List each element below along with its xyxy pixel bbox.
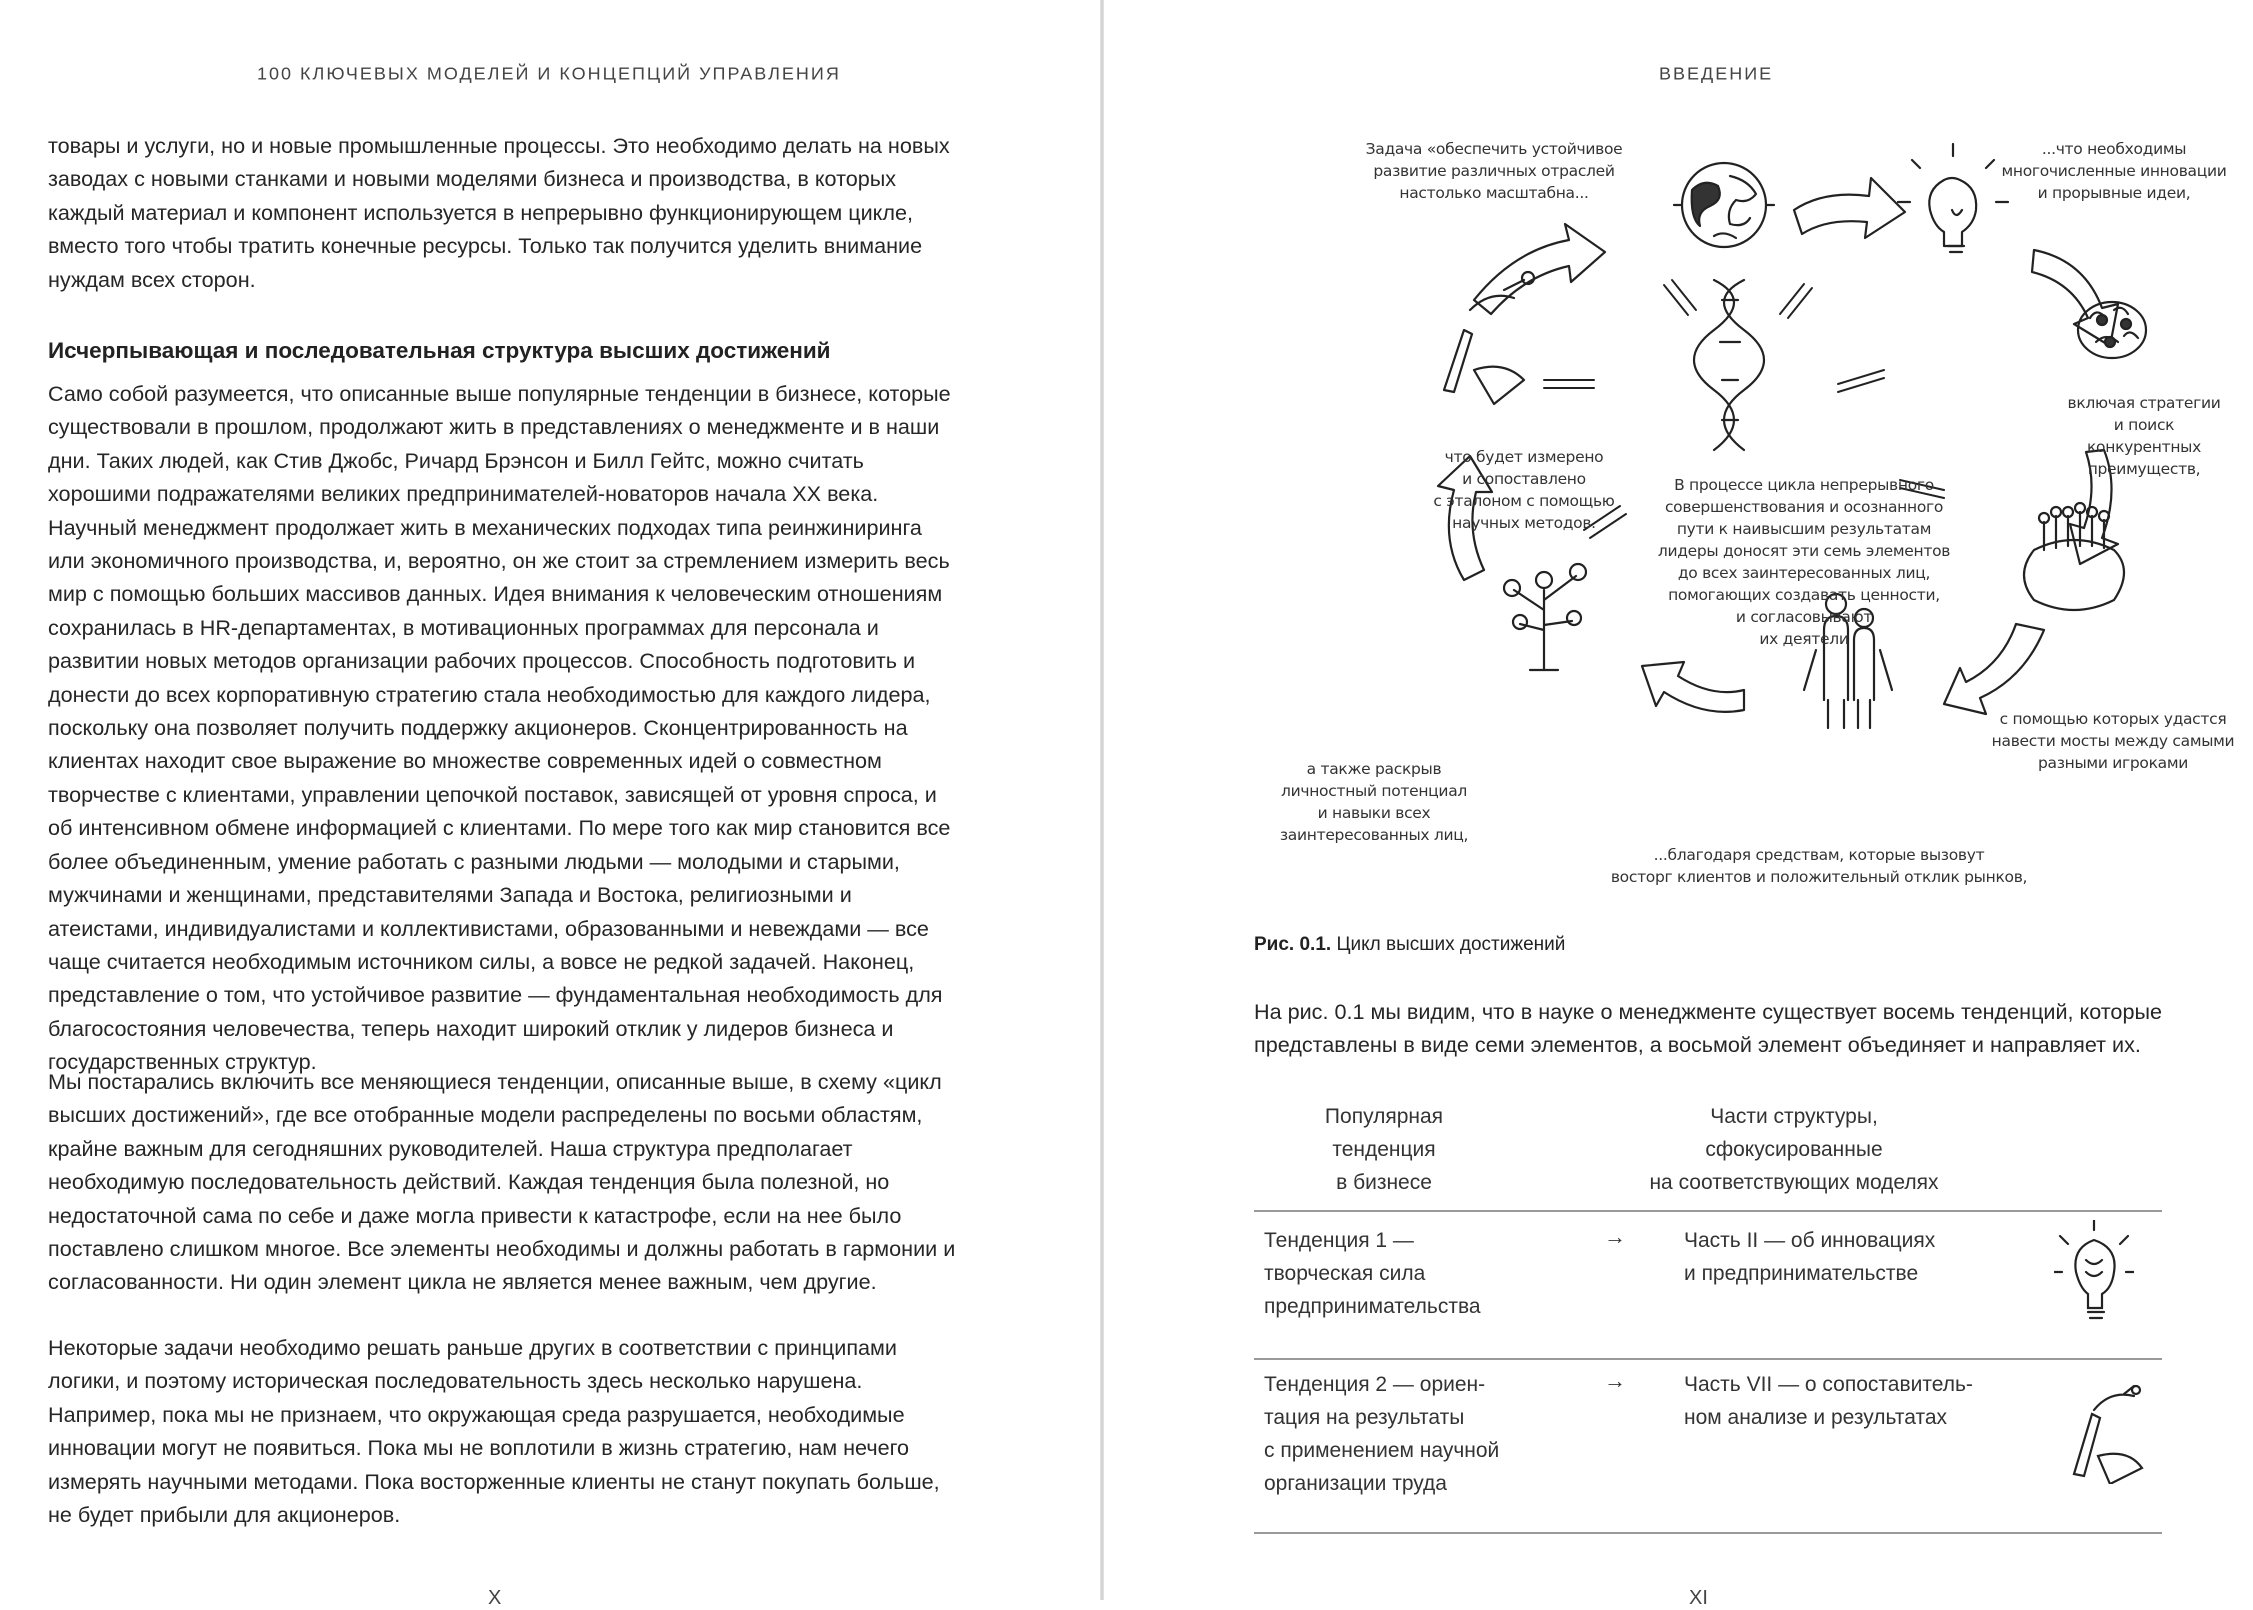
- table-rule-bottom: [1254, 1532, 2162, 1534]
- section-heading: Исчерпывающая и последовательная структура высших достижений: [48, 338, 831, 363]
- figure-label-left: что будет измерено и сопоставлено с эталоном с помощью научных методов.: [1433, 448, 1615, 532]
- paragraph-4: [48, 1331, 958, 1531]
- paragraph-3-text: Мы постарались включить все меняющиеся тенденции, описанные выше, в схему «цикл высших достижений», где все отобранные модели распределены по восьми областям, крайне важным для сегодняшних руководителей. Наша структура предполагает необходимую последовательность действий. Каждая тенденция была полезной, но недостаточной сама по себе и даже могла привести к катастрофе, если на нее было поставлено слишком многое. Все элементы необходимы и должны работать в гармонии и согласованности. Ни один элемент цикла не является менее важным, чем другие.: [48, 1069, 956, 1295]
- paragraph-3: [48, 1065, 958, 1299]
- figure-label-top-left: Задача «обеспечить устойчивое развитие различных отраслей настолько масштабна...: [1365, 140, 1623, 202]
- figure-label-top-right: ...что необходимы многочисленные инновации и прорывные идеи,: [2001, 140, 2227, 202]
- cycle-arrow-6: [1642, 662, 1744, 712]
- figure-label-center: В процессе цикла непрерывного совершенствования и осознанного пути к наивысшим результатам лидеры доносят эти семь элементов до всех заинтересованных лиц, помогающих создавать ценности, и согласовывают их деятели: [1657, 476, 1951, 648]
- cycle-arrow-1: [1474, 224, 1605, 314]
- table-header-trend: Популярная тенденция в бизнесе: [1324, 1105, 1444, 1194]
- lightbulb-icon: [2054, 1220, 2134, 1330]
- excellence-cycle-figure: [1244, 110, 2244, 930]
- figure-label-bottom: ...благодаря средствам, которые вызовут восторг клиентов и положительный отклик рынков,: [1610, 846, 2028, 886]
- table-rule-top: [1254, 1210, 2162, 1212]
- table-rule-middle: [1254, 1358, 2162, 1360]
- measuring-tool-icon: [1444, 272, 1534, 404]
- table-row-1-arrow: →: [1604, 1224, 1626, 1249]
- figure-caption-text: Цикл высших достижений: [1336, 934, 1566, 955]
- figure-caption: [1254, 934, 1565, 956]
- cycle-arrow-5: [1944, 624, 2044, 714]
- table-row-1-part: Часть II — об инновациях и предпринимательстве: [1684, 1229, 1936, 1285]
- measuring-tool-icon: [2054, 1384, 2144, 1484]
- table-row-2-arrow: →: [1604, 1368, 1626, 1393]
- running-head-right: ВВЕДЕНИЕ: [1659, 64, 1774, 84]
- dna-helix-icon: [1694, 280, 1764, 450]
- running-head-left: 100 КЛЮЧЕВЫХ МОДЕЛЕЙ И КОНЦЕПЦИЙ УПРАВЛЕНИЯ: [257, 64, 841, 84]
- figure-label-right-lower: с помощью которых удастся навести мосты между самыми разными игроками: [1991, 710, 2235, 772]
- paragraph-1-text: товары и услуги, но и новые промышленные процессы. Это необходимо делать на новых заводах с новыми станками и новыми моделями бизнеса и производства, в которых каждый материал и компонент используется в непрерывно функционирующем цикле, вместо того чтобы тратить конечные ресурсы. Только так получится уделить внимание нуждам всех сторон.: [48, 133, 950, 292]
- page-number-left: X: [488, 1587, 502, 1609]
- paragraph-4-text: Некоторые задачи необходимо решать раньше других в соответствии с принципами логики, и поэтому историческая последовательность здесь несколько нарушена. Например, пока мы не признаем, что окружающая среда разрушается, необходимые инновации могут не появиться. Пока мы не воплотили в жизнь стратегию, нам нечего измерять научными методами. Пока восторженные клиенты не станут покупать больше, не будет прибыли для акционеров.: [48, 1335, 940, 1528]
- people-on-globe-icon: [2024, 503, 2124, 610]
- page-number-right: XI: [1689, 1587, 1708, 1609]
- paragraph-2: [48, 377, 958, 1079]
- cycle-arrow-2: [1794, 178, 1905, 238]
- table-row-2-part: Часть VII — о сопоставитель- ном анализе и результатах: [1684, 1373, 1973, 1429]
- paragraph-1: [48, 129, 958, 296]
- figure-label-right-upper: включая стратегии и поиск конкурентных преимуществ,: [2067, 394, 2221, 478]
- cycle-arrow-3: [2032, 250, 2118, 346]
- tree-people-icon: [1504, 564, 1586, 670]
- table-header-parts: Части структуры, сфокусированные на соответствующих моделях: [1649, 1105, 1939, 1194]
- right-page: [1104, 0, 2253, 1609]
- figure-intro-paragraph: На рис. 0.1 мы видим, что в науке о менеджменте существует восемь тенденций, которые представлены в виде семи элементов, а восьмой элемент объединяет и направляет их.: [1254, 999, 2162, 1058]
- table-row-1-trend: Тенденция 1 — творческая сила предпринимательства: [1264, 1229, 1481, 1318]
- globe-icon: [1674, 163, 1774, 247]
- table-row-2-trend: Тенденция 2 — ориен- тация на результаты с применением научной организации труда: [1264, 1373, 1500, 1495]
- paragraph-2-text: Само собой разумеется, что описанные выше популярные тенденции в бизнесе, которые существовали в прошлом, продолжают жить в представлениях о менеджменте и в наши дни. Таких людей, как Стив Джобс, Ричард Брэнсон и Билл Гейтс, можно считать хорошими подражателями великих предпринимателей-новаторов начала XX века. Научный менеджмент продолжает жить в механических подходах типа реинжиниринга или экономичного производства, и, вероятно, он же стоит за стремлением измерить весь мир с помощью больших массивов данных. Идея внимания к человеческим отношениям сохранилась в HR-департаментах, в мотивационных программах для персонала и развитии новых методов организации рабочих процессов. Способность подготовить и донести до всех корпоративную стратегию стала необходимостью для каждого лидера, поскольку она позволяет получить поддержку акционеров. Сконцентрированность на клиентах находит свое выражение во множестве современных идей о совместном творчестве с клиентами, управлении цепочкой поставок, зависящей от уровня спроса, и об интенсивном обмене информацией с клиентами. По мере того как мир становится все более объединенным, умение работать с разными людьми — молодыми и старыми, мужчинами и женщинами, представителями Запада и Востока, религиозными и атеистами, индивидуалистами и коллективистами, образованными и невеждами — все чаще считается необходимым источником силы, а вовсе не редкой задачей. Наконец, представление о том, что устойчивое развитие — фундаментальная необходимость для благосостояния человечества, теперь находит широкий отклик у лидеров бизнеса и государственных структур.: [48, 381, 951, 1075]
- figure-caption-label: Рис. 0.1.: [1254, 934, 1332, 955]
- figure-label-bottom-left: а также раскрыв личностный потенциал и навыки всех заинтересованных лиц,: [1279, 760, 1469, 844]
- left-page: [0, 0, 1100, 1609]
